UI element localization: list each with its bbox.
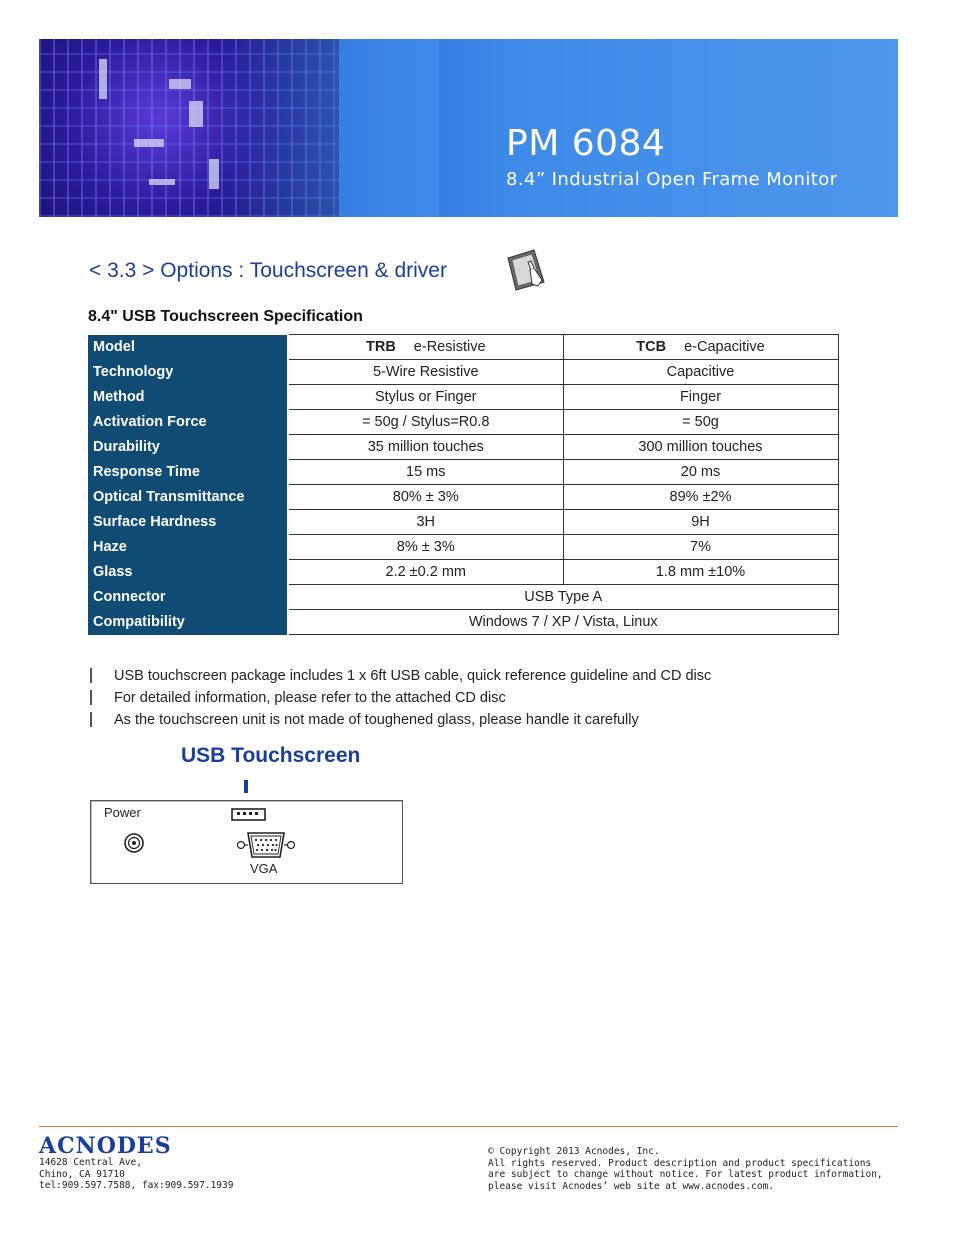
table-row (88, 585, 838, 610)
address-line: tel:909.597.7588, fax:909.597.1939 (39, 1180, 234, 1191)
table-cell: 2.2 ±0.2 mm (288, 560, 563, 585)
note-marker (90, 668, 92, 683)
acnodes-logo: ACNODES (39, 1133, 172, 1159)
circuit-chip (209, 159, 219, 189)
banner-fade (219, 39, 439, 217)
table-row (88, 560, 838, 585)
product-subtitle: 8.4” Industrial Open Frame Monitor (506, 169, 838, 190)
row-label: Durability (88, 435, 288, 460)
power-label: Power (104, 805, 141, 820)
table-cell-merged: USB Type A (288, 585, 838, 610)
model-type: e-Capacitive (684, 339, 765, 355)
circuit-chip (99, 59, 107, 99)
table-cell: 300 million touches (563, 435, 838, 460)
notes-list (90, 665, 711, 731)
table-cell: = 50g / Stylus=R0.8 (288, 410, 563, 435)
table-row (88, 335, 838, 360)
spec-title: 8.4" USB Touchscreen Specification (88, 308, 363, 325)
row-label: Response Time (88, 460, 288, 485)
usb-pointer-marker (244, 780, 248, 793)
table-cell: Stylus or Finger (288, 385, 563, 410)
row-label: Glass (88, 560, 288, 585)
copyright-notice (488, 1146, 883, 1192)
model-code: TCB (636, 339, 667, 355)
section-title: < 3.3 > Options : Touchscreen & driver (89, 259, 447, 282)
note-text: As the touchscreen unit is not made of toughened glass, please handle it carefully (114, 712, 639, 728)
table-cell: 5-Wire Resistive (288, 360, 563, 385)
copyright-line: please visit Acnodes’ web site at www.acnodes.com. (488, 1180, 774, 1192)
table-row (88, 360, 838, 385)
row-label: Compatibility (88, 610, 288, 635)
table-row (88, 435, 838, 460)
note-text: USB touchscreen package includes 1 x 6ft USB cable, quick reference guideline and CD disc (114, 668, 712, 684)
usb-touchscreen-title: USB Touchscreen (181, 744, 361, 767)
copyright-line: All rights reserved. Product description and product specifications (488, 1157, 872, 1169)
table-cell: 80% ± 3% (288, 485, 563, 510)
circuit-chip (149, 179, 175, 185)
vga-port-icon (236, 830, 296, 860)
table-row (88, 410, 838, 435)
copyright-line: © Copyright 2013 Acnodes, Inc. (488, 1146, 660, 1157)
table-cell: 8% ± 3% (288, 535, 563, 560)
table-row (88, 610, 838, 635)
row-label: Connector (88, 585, 288, 610)
row-label: Haze (88, 535, 288, 560)
note-item (90, 709, 711, 731)
spec-table (88, 334, 839, 635)
note-marker (90, 712, 92, 727)
circuit-chip (189, 101, 203, 127)
table-cell: Finger (563, 385, 838, 410)
power-jack-icon (122, 832, 146, 854)
table-cell: 20 ms (563, 460, 838, 485)
table-cell: 1.8 mm ±10% (563, 560, 838, 585)
address-line: Chino, CA 91710 (39, 1168, 125, 1180)
table-row (88, 485, 838, 510)
table-row (88, 535, 838, 560)
table-cell-merged: Windows 7 / XP / Vista, Linux (288, 610, 838, 635)
model-type: e-Resistive (413, 339, 486, 355)
row-label: Method (88, 385, 288, 410)
row-label: Optical Transmittance (88, 485, 288, 510)
note-item (90, 687, 711, 709)
table-cell: Capacitive (563, 360, 838, 385)
model-code: TRB (365, 339, 396, 355)
row-label: Technology (88, 360, 288, 385)
table-row (88, 385, 838, 410)
model-cell-tcb (563, 335, 838, 360)
company-address (39, 1157, 233, 1192)
table-cell: = 50g (563, 410, 838, 435)
model-cell-trb (288, 335, 563, 360)
usb-port-icon (231, 806, 267, 822)
table-cell: 7% (563, 535, 838, 560)
row-label: Model (88, 335, 288, 360)
table-cell: 89% ±2% (563, 485, 838, 510)
table-row (88, 510, 838, 535)
note-text: For detailed information, please refer to the attached CD disc (114, 690, 506, 706)
note-marker (90, 690, 92, 705)
note-item (90, 665, 711, 687)
copyright-line: are subject to change without notice. For latest product information, (488, 1169, 883, 1180)
header-banner (39, 39, 898, 217)
touchscreen-icon (504, 246, 550, 292)
table-cell: 35 million touches (288, 435, 563, 460)
table-cell: 15 ms (288, 460, 563, 485)
footer-divider (39, 1126, 898, 1127)
vga-label: VGA (250, 861, 278, 876)
table-row (88, 460, 838, 485)
row-label: Activation Force (88, 410, 288, 435)
table-cell: 9H (563, 510, 838, 535)
product-title: PM 6084 (506, 123, 666, 164)
address-line: 14628 Central Ave, (39, 1157, 142, 1168)
circuit-chip (134, 139, 164, 147)
table-cell: 3H (288, 510, 563, 535)
circuit-chip (169, 79, 191, 89)
row-label: Surface Hardness (88, 510, 288, 535)
